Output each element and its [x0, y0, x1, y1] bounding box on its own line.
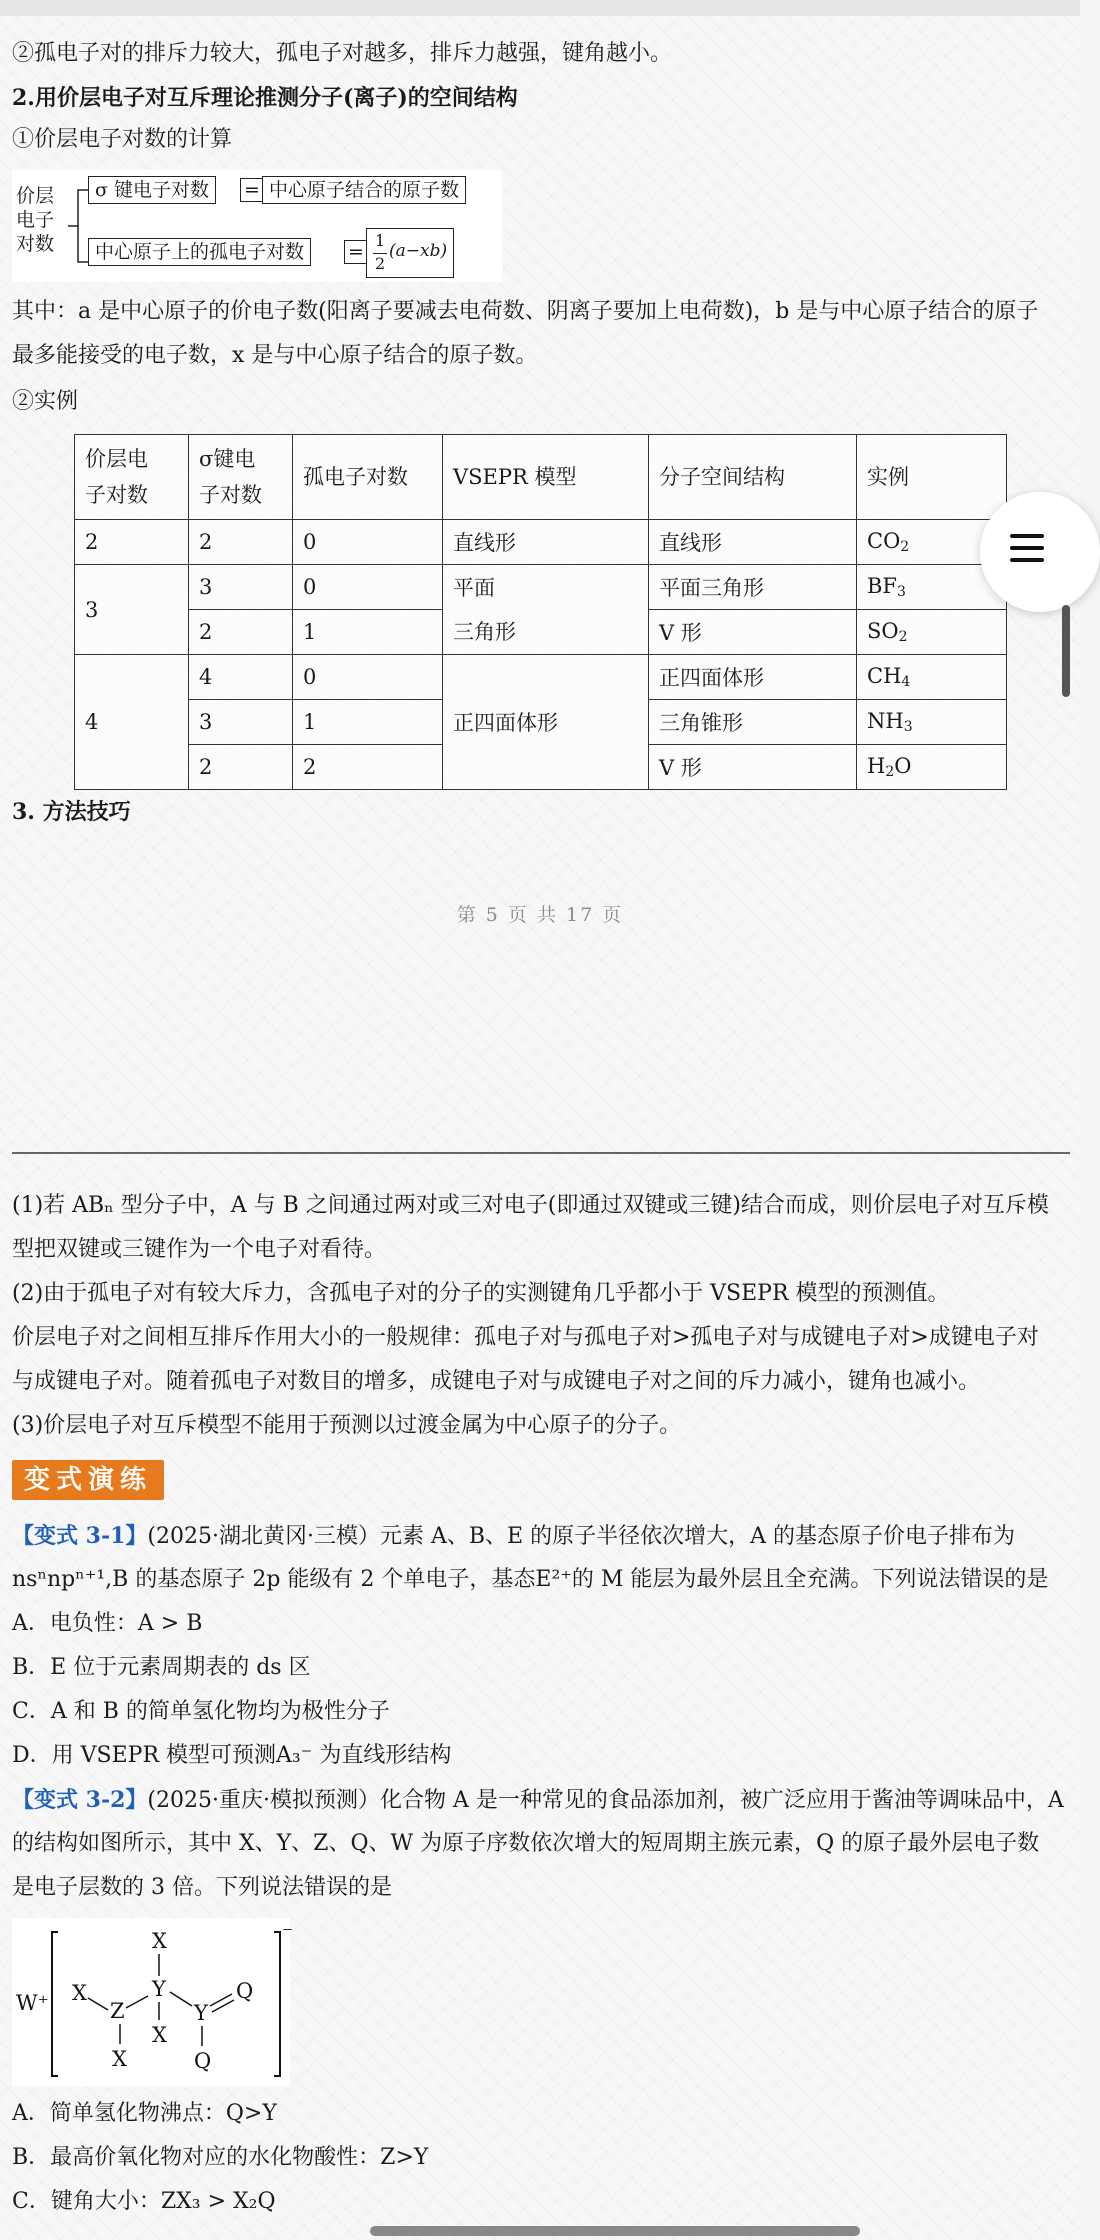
atom-y-right: Y: [194, 2001, 208, 2025]
q1-line-1: 【变式 3-1】(2025·湖北黄冈·三模）元素 A、B、E 的原子半径依次增大，A 的基态原子价电子排布为: [12, 1523, 1015, 1549]
cell-sigma: 3: [189, 700, 293, 745]
section-heading-3: 3. 方法技巧: [12, 799, 131, 825]
cell-example: $H_2O$: [857, 745, 1007, 790]
fraction-box: [366, 228, 454, 278]
anion-charge: ⁻: [282, 1921, 294, 1945]
tip-line-4: 价层电子对之间相互排斥作用大小的一般规律：孤电子对与孤电子对>孤电子对与成键电子对>成键电子对: [12, 1325, 1039, 1350]
cell-example: $CO_2$: [857, 520, 1007, 565]
cell-vp: 2: [75, 520, 189, 565]
atom-x-bottom: X: [152, 2023, 167, 2047]
cell-sigma: 4: [189, 655, 293, 700]
section-heading-2: 2.用价层电子对互斥理论推测分子(离子)的空间结构: [12, 85, 518, 111]
cell-lone: 0: [293, 565, 443, 610]
cell-example: $SO_2$: [857, 610, 1007, 655]
structure-svg: [12, 1918, 294, 2086]
cell-example: $CH_4$: [857, 655, 1007, 700]
cell-lone: 1: [293, 700, 443, 745]
subheading-calculation: ①价层电子对数的计算: [12, 127, 233, 152]
header-shape: 分子空间结构: [649, 435, 857, 520]
cell-lone: 1: [293, 610, 443, 655]
q1-option-d: D．用 VSEPR 模型可预测A₃⁻ 为直线形结构: [12, 1743, 452, 1768]
header-vp: 价层电 子对数: [75, 435, 189, 520]
practice-banner: 变式演练: [12, 1460, 164, 1500]
cell-shape: V 形: [649, 745, 857, 790]
q2-line-2: 的结构如图所示，其中 X、Y、Z、Q、W 为原子序数依次增大的短周期主族元素，Q 的原子最外层电子数: [12, 1831, 1040, 1856]
header-lone: 孤电子对数: [293, 435, 443, 520]
sigma-pairs-box: σ 键电子对数: [88, 176, 216, 204]
explain-line-1: 其中：a 是中心原子的价电子数(阳离子要减去电荷数、阴离子要加上电荷数)，b 是与中心原子结合的原子: [12, 299, 1039, 324]
structure-diagram: [12, 1918, 294, 2086]
cell-model: 直线形: [443, 520, 649, 565]
equals-sign-bottom: =: [344, 240, 368, 264]
atom-z: Z: [110, 1999, 125, 2023]
page-divider: [12, 1152, 1070, 1154]
subheading-examples: ②实例: [12, 389, 79, 414]
top-strip: [0, 0, 1080, 16]
q1-option-b: B．E 位于元素周期表的 ds 区: [12, 1655, 311, 1680]
formula-label-2: 电子: [16, 209, 55, 231]
cell-example: $NH_3$: [857, 700, 1007, 745]
double-bond: [210, 1994, 232, 2006]
q2-option-a: A．简单氢化物沸点：Q>Y: [12, 2101, 277, 2126]
double-bond: [212, 2000, 234, 2012]
tip-line-2: 型把双键或三键作为一个电子对看待。: [12, 1237, 387, 1262]
table-header-row: [75, 435, 1007, 520]
menu-icon: [1010, 534, 1044, 538]
atom-w-cation: W⁺: [16, 1991, 49, 2015]
lone-pairs-box: 中心原子上的孤电子对数: [88, 238, 311, 266]
atom-x-left: X: [72, 1981, 87, 2005]
equals-sign-top: =: [240, 178, 264, 202]
q1-line-2: nsⁿnpⁿ⁺¹,B 的基态原子 2p 能级有 2 个单电子，基态E²⁺的 M 能层为最外层且全充满。下列说法错误的是: [12, 1567, 1049, 1592]
cell-sigma: 2: [189, 520, 293, 565]
cell-sigma: 2: [189, 745, 293, 790]
formula-label-1: 价层: [16, 185, 55, 207]
bracket-left: [52, 1932, 58, 2076]
explain-line-2: 最多能接受的电子数，x 是与中心原子结合的原子数。: [12, 343, 538, 368]
home-indicator: [370, 2226, 860, 2236]
bond: [170, 1992, 192, 2006]
tip-line-5: 与成键电子对。随着孤电子对数目的增多，成键电子对与成键电子对之间的斥力减小，键角也减小。: [12, 1369, 981, 1394]
cell-shape: 直线形: [649, 520, 857, 565]
q2-line-1: 【变式 3-2】(2025·重庆·模拟预测）化合物 A 是一种常见的食品添加剂，被广泛应用于酱油等调味品中，A: [12, 1787, 1064, 1813]
cell-shape: 三角锥形: [649, 700, 857, 745]
menu-button[interactable]: [980, 492, 1100, 612]
cell-model: 正四面体形: [443, 655, 649, 790]
bond: [126, 1996, 148, 2008]
atom-q-double: Q: [236, 1979, 254, 2003]
cell-shape: 正四面体形: [649, 655, 857, 700]
tip-line-1: (1)若 ABₙ 型分子中，A 与 B 之间通过两对或三对电子(即通过双键或三键)结合而成，则价层电子对互斥模: [12, 1193, 1049, 1218]
formula-label-3: 对数: [16, 233, 55, 255]
table-row: [75, 655, 1007, 700]
cell-model: 平面 三角形: [443, 565, 649, 655]
header-sigma: σ键电 子对数: [189, 435, 293, 520]
q2-line-3: 是电子层数的 3 倍。下列说法错误的是: [12, 1875, 392, 1900]
cell-vp: 3: [75, 565, 189, 655]
fraction-denominator: 2: [375, 254, 386, 273]
bracket-right: [274, 1932, 280, 2076]
header-example: 实例: [857, 435, 1007, 520]
atom-q-single: Q: [194, 2049, 212, 2073]
atom-y-center: Y: [152, 1977, 166, 2001]
cell-sigma: 3: [189, 565, 293, 610]
scrollbar-thumb[interactable]: [1062, 605, 1070, 697]
bonded-atoms-box: 中心原子结合的原子数: [262, 176, 466, 204]
bond: [88, 1998, 108, 2010]
cell-shape: V 形: [649, 610, 857, 655]
cell-lone: 2: [293, 745, 443, 790]
cell-lone: 0: [293, 655, 443, 700]
fraction-numerator: 1: [375, 231, 386, 250]
q1-option-c: C．A 和 B 的简单氢化物均为极性分子: [12, 1699, 390, 1724]
tip-line-6: (3)价层电子对互斥模型不能用于预测以过渡金属为中心原子的分子。: [12, 1413, 682, 1438]
header-model: VSEPR 模型: [443, 435, 649, 520]
cell-vp: 4: [75, 655, 189, 790]
cell-shape: 平面三角形: [649, 565, 857, 610]
intro-line: ②孤电子对的排斥力较大，孤电子对越多，排斥力越强，键角越小。: [12, 41, 673, 66]
page-number: 第 5 页 共 17 页: [456, 904, 624, 926]
formula-diagram: [12, 170, 502, 282]
vsepr-table: [74, 434, 1007, 790]
atom-x-under-z: X: [112, 2047, 127, 2071]
tip-line-3: (2)由于孤电子对有较大斥力，含孤电子对的分子的实测键角几乎都小于 VSEPR 模型的预测值。: [12, 1281, 950, 1306]
atom-x-top: X: [152, 1929, 167, 1953]
cell-example: $BF_3$: [857, 565, 1007, 610]
fraction-tail: (a−xb): [389, 241, 448, 261]
cell-lone: 0: [293, 520, 443, 565]
cell-sigma: 2: [189, 610, 293, 655]
q1-option-a: A．电负性：A > B: [12, 1611, 203, 1636]
q2-option-c: C．键角大小：ZX₃ > X₂Q: [12, 2189, 276, 2214]
table-row: [75, 565, 1007, 610]
table-row: [75, 520, 1007, 565]
q2-option-b: B．最高价氧化物对应的水化物酸性：Z>Y: [12, 2145, 429, 2170]
